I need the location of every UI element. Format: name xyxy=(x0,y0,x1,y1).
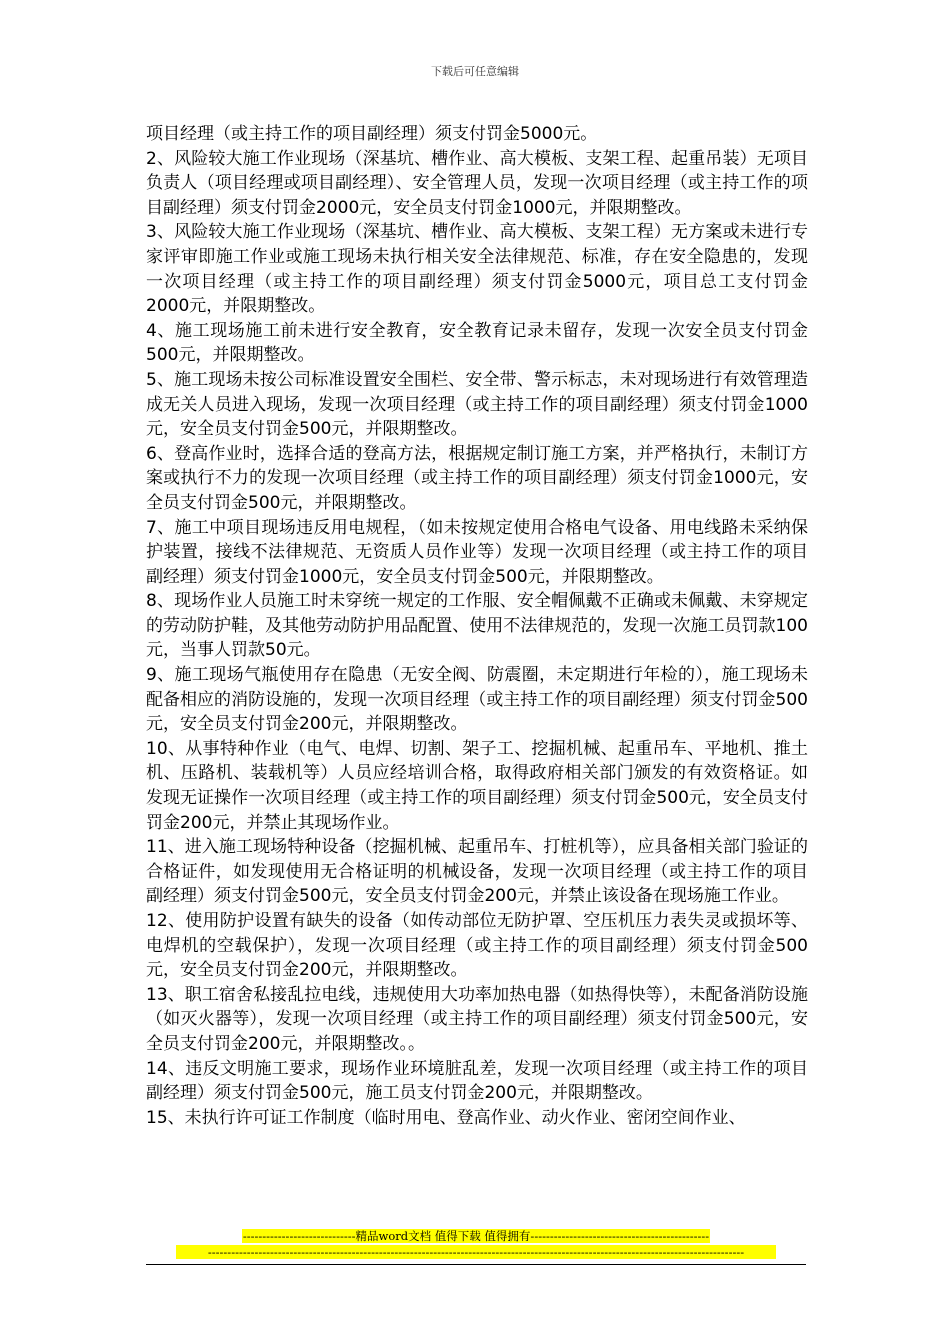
paragraph: 2、风险较大施工作业现场（深基坑、槽作业、高大模板、支架工程、起重吊装）无项目负责人（项目经理或项目副经理）、安全管理人员，发现一次项目经理（或主持工作的项目副经理）须支付罚金2000元，安全员支付罚金1000元，并限期整改。 xyxy=(146,148,808,218)
paragraph: 8、现场作业人员施工时未穿统一规定的工作服、安全帽佩戴不正确或未佩戴、未穿规定的劳动防护鞋，及其他劳动防护用品配置、使用不法律规范的，发现一次施工员罚款100元，当事人罚款50元。 xyxy=(146,591,808,661)
footer-banner-text: -----------------------------精品word文档 值得下载 值得拥有---------------------------------------------- xyxy=(242,1229,710,1243)
paragraph: 7、施工中项目现场违反用电规程，（如未按规定使用合格电气设备、用电线路未采纳保护装置，接线不法律规范、无资质人员作业等）发现一次项目经理（或主持工作的项目副经理）须支付罚金1000元，安全员支付罚金500元，并限期整改。 xyxy=(146,517,808,587)
paragraph: 项目经理（或主持工作的项目副经理）须支付罚金5000元。 xyxy=(146,124,598,144)
paragraph: 11、进入施工现场特种设备（挖掘机械、起重吊车、打桩机等），应具备相关部门验证的合格证件，如发现使用无合格证明的机械设备，发现一次项目经理（或主持工作的项目副经理）须支付罚金500元，安全员支付罚金200元，并禁止该设备在现场施工作业。 xyxy=(146,837,808,907)
footer-dash-line: ------------------------------------------------------------------------------------------------------------------------------------------ xyxy=(176,1245,776,1259)
paragraph: 9、施工现场气瓶使用存在隐患（无安全阀、防震圈，未定期进行年检的），施工现场未配备相应的消防设施的，发现一次项目经理（或主持工作的项目副经理）须支付罚金500元，安全员支付罚金200元，并限期整改。 xyxy=(146,665,808,735)
paragraph: 4、施工现场施工前未进行安全教育，安全教育记录未留存，发现一次安全员支付罚金500元，并限期整改。 xyxy=(146,320,808,366)
paragraph: 13、职工宿舍私接乱拉电线，违规使用大功率加热电器（如热得快等），未配备消防设施（如灭火器等），发现一次项目经理（或主持工作的项目副经理）须支付罚金500元，安全员支付罚金200元，并限期整改。。 xyxy=(146,984,808,1054)
paragraph: 15、未执行许可证工作制度（临时用电、登高作业、动火作业、密闭空间作业、 xyxy=(146,1107,746,1128)
paragraph: 12、使用防护设置有缺失的设备（如传动部位无防护罩、空压机压力表失灵或损坏等、电焊机的空载保护），发现一次项目经理（或主持工作的项目副经理）须支付罚金500元，安全员支付罚金200元，并限期整改。 xyxy=(146,911,808,981)
paragraph: 10、从事特种作业（电气、电焊、切割、架子工、挖掘机械、起重吊车、平地机、推土机、压路机、装载机等）人员应经培训合格，取得政府相关部门颁发的有效资格证。如发现无证操作一次项目经理（或主持工作的项目副经理）须支付罚金500元，安全员支付罚金200元，并禁止其现场作业。 xyxy=(146,738,808,833)
footer-rule xyxy=(146,1264,806,1265)
document-body xyxy=(146,122,808,1130)
paragraph: 3、风险较大施工作业现场（深基坑、槽作业、高大模板、支架工程）无方案或未进行专家评审即施工作业或施工现场未执行相关安全法律规范、标准，存在安全隐患的，发现一次项目经理（或主持工作的项目副经理）须支付罚金5000元，项目总工支付罚金2000元，并限期整改。 xyxy=(146,222,808,317)
page-header: 下载后可任意编辑 xyxy=(431,65,519,78)
paragraph: 6、登高作业时，选择合适的登高方法，根据规定制订施工方案，并严格执行，未制订方案或执行不力的发现一次项目经理（或主持工作的项目副经理）须支付罚金1000元，安全员支付罚金500元，并限期整改。 xyxy=(146,443,808,513)
paragraph: 14、违反文明施工要求，现场作业环境脏乱差，发现一次项目经理（或主持工作的项目副经理）须支付罚金500元，施工员支付罚金200元，并限期整改。 xyxy=(146,1058,808,1104)
paragraph: 5、施工现场未按公司标准设置安全围栏、安全带、警示标志，未对现场进行有效管理造成无关人员进入现场，发现一次项目经理（或主持工作的项目副经理）须支付罚金1000元，安全员支付罚金500元，并限期整改。 xyxy=(146,369,808,440)
footer-banner xyxy=(176,1229,776,1243)
